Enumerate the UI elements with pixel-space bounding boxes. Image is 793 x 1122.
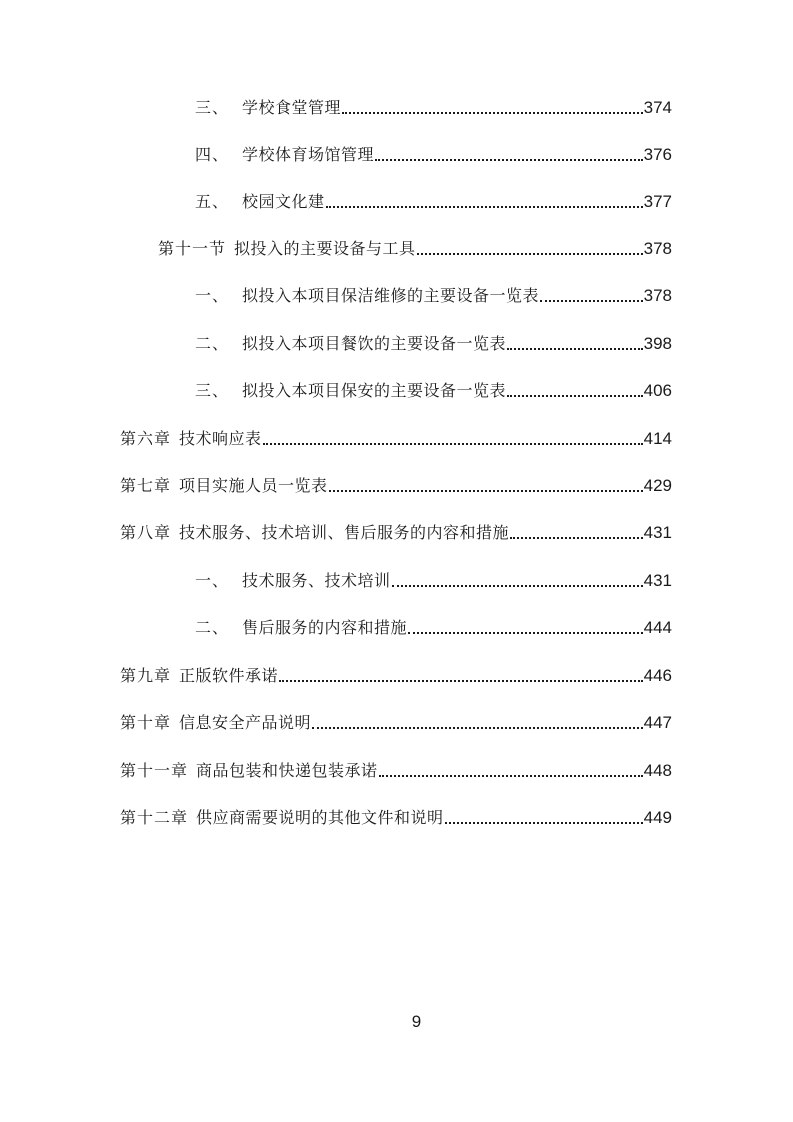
toc-entry-marker: 第八章 bbox=[120, 523, 172, 542]
dot-leader bbox=[326, 192, 643, 212]
toc-entry-marker: 第六章 bbox=[120, 429, 172, 448]
toc-entry-title: 拟投入本项目保安的主要设备一览表 bbox=[242, 381, 507, 400]
toc-entry-page: 414 bbox=[643, 429, 672, 448]
toc-entry-page: 448 bbox=[643, 761, 672, 780]
toc-entry-title: 校园文化建 bbox=[242, 192, 325, 211]
toc-entry-marker: 第十一节 bbox=[158, 239, 227, 258]
toc-entry[interactable] bbox=[120, 709, 672, 733]
toc-entry[interactable] bbox=[195, 94, 672, 118]
dot-leader bbox=[279, 666, 643, 686]
toc-entry-page: 378 bbox=[643, 239, 672, 258]
toc-entry-page: 377 bbox=[643, 192, 672, 211]
dot-leader bbox=[408, 618, 643, 638]
toc-entry-page: 444 bbox=[643, 618, 672, 637]
toc-entry-marker: 二、 bbox=[195, 618, 230, 637]
dot-leader bbox=[540, 286, 643, 306]
toc-entry[interactable] bbox=[195, 141, 672, 165]
toc-entry-page: 446 bbox=[643, 666, 672, 685]
toc-entry-title: 拟投入本项目餐饮的主要设备一览表 bbox=[242, 334, 507, 353]
toc-entry-page: 406 bbox=[643, 381, 672, 400]
toc-entry-page: 447 bbox=[643, 713, 672, 732]
toc-entry-page: 449 bbox=[643, 808, 672, 827]
toc-entry-marker: 第十二章 bbox=[120, 808, 189, 827]
toc-entry-title: 商品包装和快递包装承诺 bbox=[196, 761, 378, 780]
toc-entry-title: 信息安全产品说明 bbox=[179, 713, 312, 732]
toc-entry-marker: 四、 bbox=[195, 145, 230, 164]
dot-leader bbox=[445, 808, 643, 828]
dot-leader bbox=[375, 145, 643, 165]
toc-entry[interactable] bbox=[195, 377, 672, 401]
toc-entry-marker: 三、 bbox=[195, 381, 230, 400]
toc-entry-title: 拟投入的主要设备与工具 bbox=[234, 239, 416, 258]
toc-entry[interactable] bbox=[195, 330, 672, 354]
dot-leader bbox=[392, 571, 643, 591]
toc-entry-page: 378 bbox=[643, 286, 672, 305]
toc-entry[interactable] bbox=[195, 188, 672, 212]
toc-entry-marker: 二、 bbox=[195, 334, 230, 353]
toc-entry[interactable] bbox=[120, 662, 672, 686]
toc-entry-marker: 五、 bbox=[195, 192, 230, 211]
toc-entry-title: 售后服务的内容和措施 bbox=[242, 618, 408, 637]
toc-entry-title: 拟投入本项目保洁维修的主要设备一览表 bbox=[242, 286, 540, 305]
toc-entry-marker: 一、 bbox=[195, 286, 230, 305]
toc-entry-page: 376 bbox=[643, 145, 672, 164]
dot-leader bbox=[507, 381, 643, 401]
toc-entry-marker: 第十章 bbox=[120, 713, 172, 732]
toc-entry[interactable] bbox=[120, 425, 672, 449]
toc-entry-title: 供应商需要说明的其他文件和说明 bbox=[196, 808, 444, 827]
toc-entry[interactable] bbox=[120, 757, 672, 781]
toc-entry-page: 398 bbox=[643, 334, 672, 353]
toc-entry-title: 学校体育场馆管理 bbox=[242, 145, 375, 164]
toc-entry[interactable] bbox=[158, 235, 672, 259]
toc-entry-marker: 三、 bbox=[195, 98, 230, 117]
dot-leader bbox=[417, 239, 643, 259]
dot-leader bbox=[342, 98, 643, 118]
toc-entry-marker: 一、 bbox=[195, 571, 230, 590]
toc-entry-page: 429 bbox=[643, 476, 672, 495]
toc-entry-marker: 第九章 bbox=[120, 666, 172, 685]
toc-entry-title: 技术响应表 bbox=[179, 429, 262, 448]
dot-leader bbox=[510, 523, 643, 543]
toc-entry-page: 431 bbox=[643, 571, 672, 590]
toc-entry-marker: 第七章 bbox=[120, 476, 172, 495]
toc-entry[interactable] bbox=[195, 567, 672, 591]
toc-entry[interactable] bbox=[195, 614, 672, 638]
toc-entry-page: 431 bbox=[643, 523, 672, 542]
toc-entry[interactable] bbox=[120, 472, 672, 496]
toc-entry[interactable] bbox=[120, 804, 672, 828]
toc-entry-page: 374 bbox=[643, 98, 672, 117]
toc-entry-title: 项目实施人员一览表 bbox=[179, 476, 328, 495]
toc-entry[interactable] bbox=[195, 282, 672, 306]
dot-leader bbox=[329, 476, 643, 496]
dot-leader bbox=[379, 761, 643, 781]
dot-leader bbox=[507, 334, 643, 354]
toc-entry-marker: 第十一章 bbox=[120, 761, 189, 780]
toc-entry-title: 技术服务、技术培训、售后服务的内容和措施 bbox=[179, 523, 510, 542]
toc-entry-title: 技术服务、技术培训 bbox=[242, 571, 391, 590]
page-number: 9 bbox=[411, 1012, 422, 1031]
toc-entry-title: 学校食堂管理 bbox=[242, 98, 342, 117]
toc-entry-title: 正版软件承诺 bbox=[179, 666, 279, 685]
dot-leader bbox=[312, 713, 643, 733]
toc-entry[interactable] bbox=[120, 519, 672, 543]
dot-leader bbox=[263, 429, 643, 449]
